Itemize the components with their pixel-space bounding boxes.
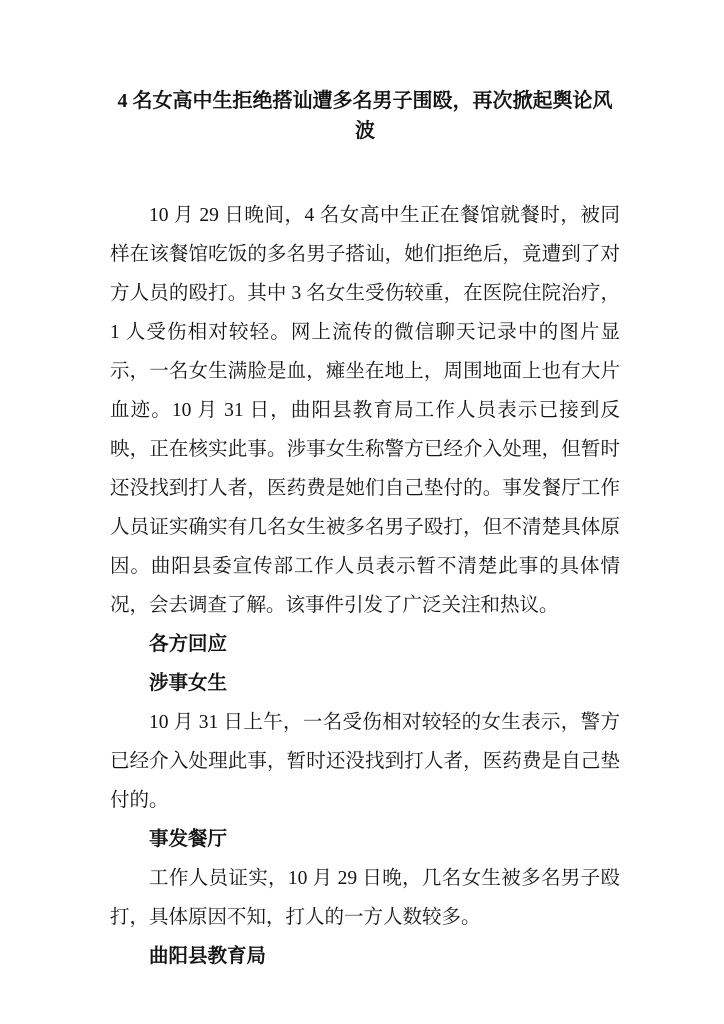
subsection-heading-education-bureau: 曲阳县教育局 [149, 946, 267, 967]
intro-paragraph: 10 月 29 日晚间，4 名女高中生正在餐馆就餐时，被同样在该餐馆吃饭的多名男子搭讪，她们拒绝后，竟遭到了对方人员的殴打。其中 3 名女生受伤较重，在医院住院治疗，1 人受伤相对较轻。网上流传的微信聊天记录中的图片显示，一名女生满脸是血，瘫坐在地上，周围地面上也有大片血迹。10 月 31 日，曲阳县教育局工作人员表示已接到反映，正在核实此事。涉事女生称警方已经介入处理，但暂时还没找到打人者，医药费是她们自己垫付的。事发餐厅工作人员证实确实有几名女生被多名男子殴打，但不清楚具体原因。曲阳县委宣传部工作人员表示暂不清楚此事的具体情况，会去调查了解。该事件引发了广泛关注和热议。 [110, 205, 620, 616]
section-heading-responses: 各方回应 [149, 634, 228, 655]
paragraph-involved-girls: 10 月 31 日上午，一名受伤相对较轻的女生表示，警方已经介入处理此事，暂时还没找到打人者，医药费是自己垫付的。 [110, 712, 620, 811]
subsection-heading-involved-girls: 涉事女生 [149, 673, 228, 694]
subsection-heading-restaurant: 事发餐厅 [149, 829, 228, 850]
paragraph-restaurant: 工作人员证实，10 月 29 日晚，几名女生被多名男子殴打，具体原因不知，打人的一方人数较多。 [110, 868, 620, 928]
document-title: 4 名女高中生拒绝搭讪遭多名男子围殴，再次掀起舆论风波 [117, 90, 613, 142]
